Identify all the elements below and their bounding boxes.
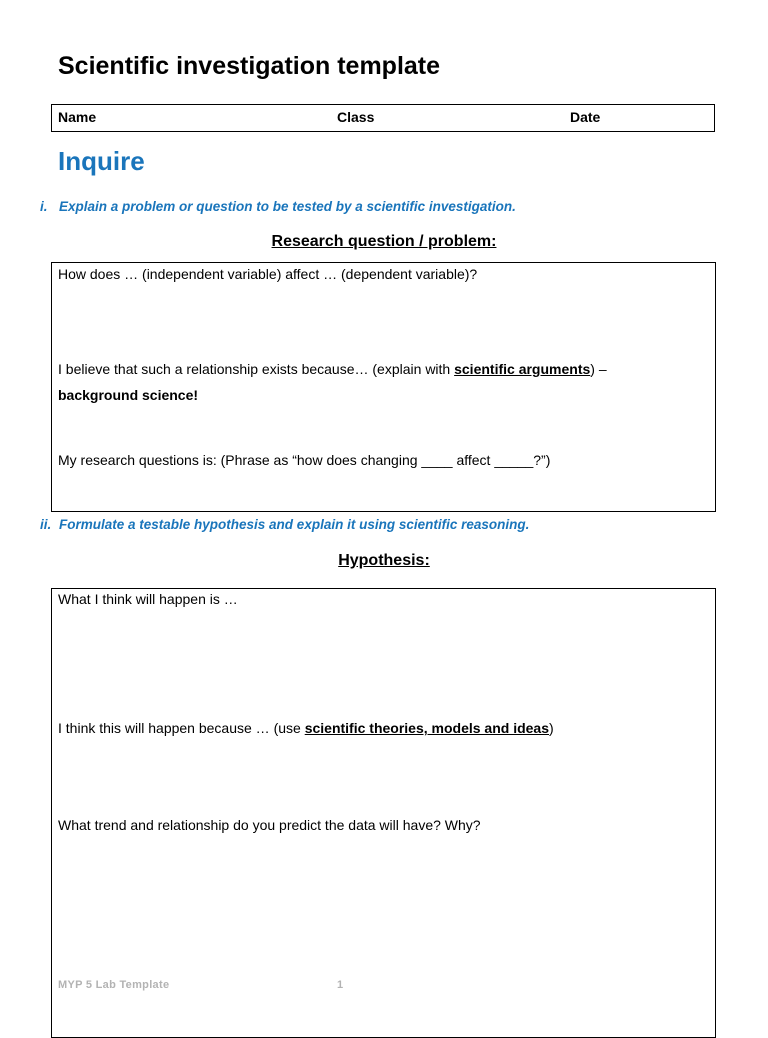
name-label: Name [58, 109, 97, 125]
background-prompt-suffix: ) – [590, 361, 607, 377]
hypothesis-box[interactable] [51, 588, 716, 1038]
section-heading: Inquire [58, 146, 145, 176]
research-prompt-line: How does … (independent variable) affect … (dependent variable)? [58, 266, 478, 282]
reasoning-prompt-line [58, 720, 554, 736]
instruction-2 [40, 517, 529, 532]
instruction-2-text: Formulate a testable hypothesis and explain it using scientific reasoning. [59, 517, 530, 532]
trend-prompt-line: What trend and relationship do you predict the data will have? Why? [58, 817, 481, 833]
instruction-1-text: Explain a problem or question to be tested by a scientific investigation. [59, 199, 516, 214]
document-title: Scientific investigation template [58, 52, 441, 80]
footer-label: MYP 5 Lab Template [58, 979, 170, 991]
research-question-title: Research question / problem: [271, 233, 497, 250]
instruction-1 [40, 199, 516, 214]
hypothesis-title: Hypothesis: [338, 552, 430, 569]
reasoning-prompt-suffix: ) [549, 720, 554, 736]
background-prompt-line [58, 361, 607, 377]
page-number: 1 [337, 979, 344, 991]
student-info-table [51, 104, 715, 132]
hypothesis-prompt-line: What I think will happen is … [58, 591, 238, 607]
background-science-line: background science! [58, 387, 199, 403]
research-question-box[interactable] [51, 262, 716, 512]
theories-emphasis: scientific theories, models and ideas [304, 720, 550, 736]
research-question-phrase-line: My research questions is: (Phrase as “how does changing ____ affect _____?”) [58, 452, 551, 468]
date-label: Date [570, 109, 601, 125]
instruction-2-numeral: ii. [40, 517, 52, 532]
instruction-1-numeral: i. [40, 199, 48, 214]
background-prompt-prefix: I believe that such a relationship exists because… (explain with [58, 361, 455, 377]
class-label: Class [337, 109, 375, 125]
reasoning-prompt-prefix: I think this will happen because … (use [58, 720, 305, 736]
scientific-arguments-emphasis: scientific arguments [454, 361, 591, 377]
